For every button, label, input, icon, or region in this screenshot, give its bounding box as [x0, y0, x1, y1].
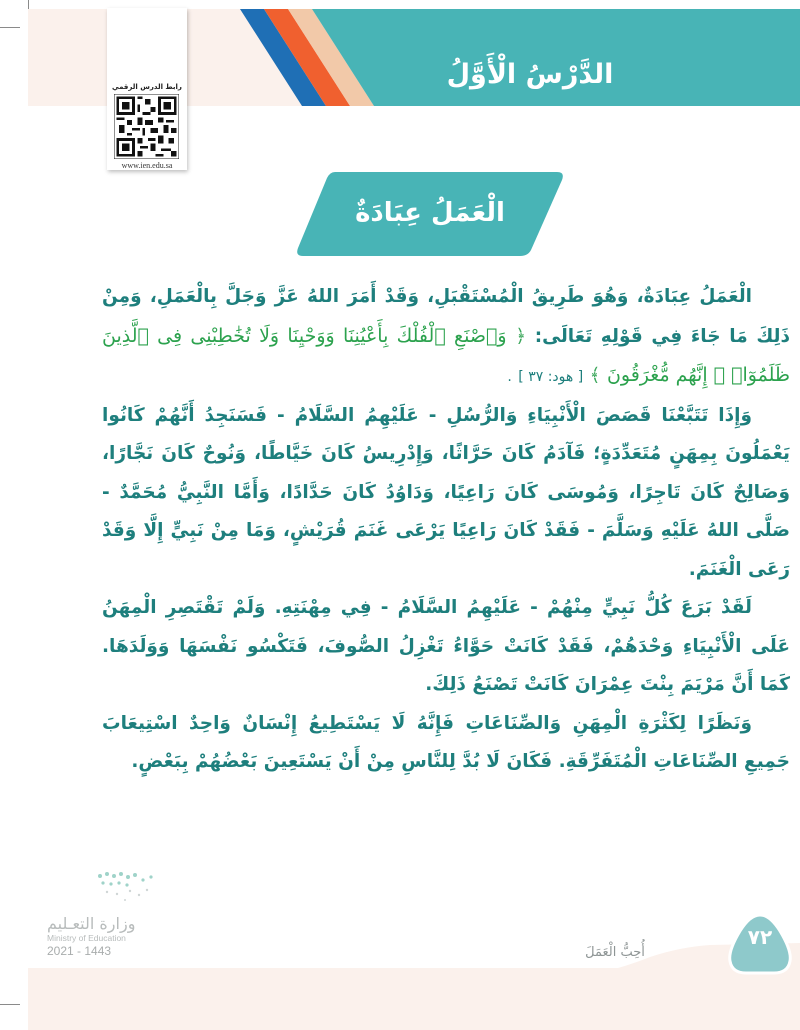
lesson-title: الدَّرْسُ الْأَوَّلُ	[446, 59, 614, 90]
footer-band	[28, 968, 800, 1030]
quran-verse: وَٱصْنَعِ ٱلْفُلْكَ بِأَعْيُنِنَا وَوَحْيِنَا وَلَا تُخَٰطِبْنِى فِى ٱلَّذِينَ ظَلَمُوٓا۟ ۚ إِنَّهُم مُّغْرَقُونَ	[102, 324, 790, 386]
lesson-body	[102, 278, 790, 782]
qr-url-link[interactable]: www.ien.edu.sa	[121, 161, 173, 170]
book-title: أُحِبُّ الْعَمَلَ	[585, 945, 645, 960]
ministry-logo-english: Ministry of Education	[47, 933, 126, 943]
page-number: ٧٢	[747, 925, 773, 949]
edition-year: 2021 - 1443	[47, 944, 112, 958]
qr-code-icon[interactable]	[114, 94, 179, 159]
verse-open-ornament: ﴿	[515, 325, 527, 347]
qr-label: رابط الدرس الرقمي	[112, 83, 182, 91]
paragraph-3: لَقَدْ بَرَعَ كُلُّ نَبِيٍّ مِنْهُمْ - عَلَيْهِمُ السَّلَامُ - فِي مِهْنَتِهِ. وَلَمْ تَقْتَصِرِ الْمِهَنُ عَلَى الْأَنْبِيَاءِ وَحْدَهُمْ، فَقَدْ كَانَتْ حَوَّاءُ تَغْزِلُ الصُّوفَ، فَتَكْسُو نَفْسَهَا وَوَلَدَهَا. كَمَا أَنَّ مَرْيَمَ بِنْتَ عِمْرَانَ كَانَتْ تَصْنَعُ ذَلِكَ.	[102, 597, 790, 695]
ministry-logo-arabic: وزارة التعـليم	[47, 914, 136, 933]
decorative-stripes	[236, 9, 416, 106]
verse-reference: [ هود: ٣٧ ]	[518, 369, 584, 385]
verse-close-ornament: ﴾	[589, 365, 601, 386]
paragraph-1-end: .	[507, 369, 512, 385]
section-heading: الْعَمَلُ عِبَادَةٌ	[355, 198, 505, 228]
paragraph-1-intro: الْعَمَلُ عِبَادَةٌ، وَهُوَ طَرِيقُ الْمُسْتَقْبَلِ، وَقَدْ أَمَرَ اللهُ عَزَّ وَجَلَّ بِالْعَمَلِ، وَمِنْ ذَلِكَ مَا جَاءَ فِي قَوْلِهِ تَعَالَى:	[102, 286, 790, 347]
paragraph-1	[102, 278, 790, 397]
crop-mark-top-horizontal	[0, 27, 20, 28]
paragraph-4: وَنَظَرًا لِكَثْرَةِ الْمِهَنِ وَالصِّنَاعَاتِ فَإِنَّهُ لَا يَسْتَطِيعُ إِنْسَانٌ وَاحِدٌ اسْتِيعَابَ جَمِيعِ الصِّنَاعَاتِ الْمُتَفَرِّقَةِ. فَكَانَ لَا بُدَّ لِلنَّاسِ مِنْ أَنْ يَسْتَعِينَ بَعْضُهُمْ بِبَعْضٍ.	[102, 712, 790, 772]
crop-mark-bottom-horizontal	[0, 1004, 20, 1005]
qr-card[interactable]	[107, 8, 187, 170]
paragraph-2: وَإِذَا تَتَبَّعْنَا قَصَصَ الْأَنْبِيَاءِ وَالرُّسُلِ - عَلَيْهِمُ السَّلَامُ - فَسَنَجِدُ أَنَّهُمْ كَانُوا يَعْمَلُونَ بِمِهَنٍ مُتَعَدِّدَةٍ؛ فَآدَمُ كَانَ حَرَّاثًا، وَإِدْرِيسُ كَانَ خَيَّاطًا، وَنُوحٌ كَانَ نَجَّارًا، وَصَالِحٌ كَانَ تَاجِرًا، وَمُوسَى كَانَ رَاعِيًا، وَدَاوُدُ كَانَ حَدَّادًا، وَأَمَّا النَّبِيُّ مُحَمَّدٌ - صَلَّى اللهُ عَلَيْهِ وَسَلَّمَ - فَقَدْ كَانَ رَاعِيًا يَرْعَى غَنَمَ قُرَيْشٍ، وَمَا مِنْ نَبِيٍّ إِلَّا وَقَدْ رَعَى الْغَنَمَ.	[102, 404, 790, 580]
decorative-dots	[95, 868, 165, 908]
